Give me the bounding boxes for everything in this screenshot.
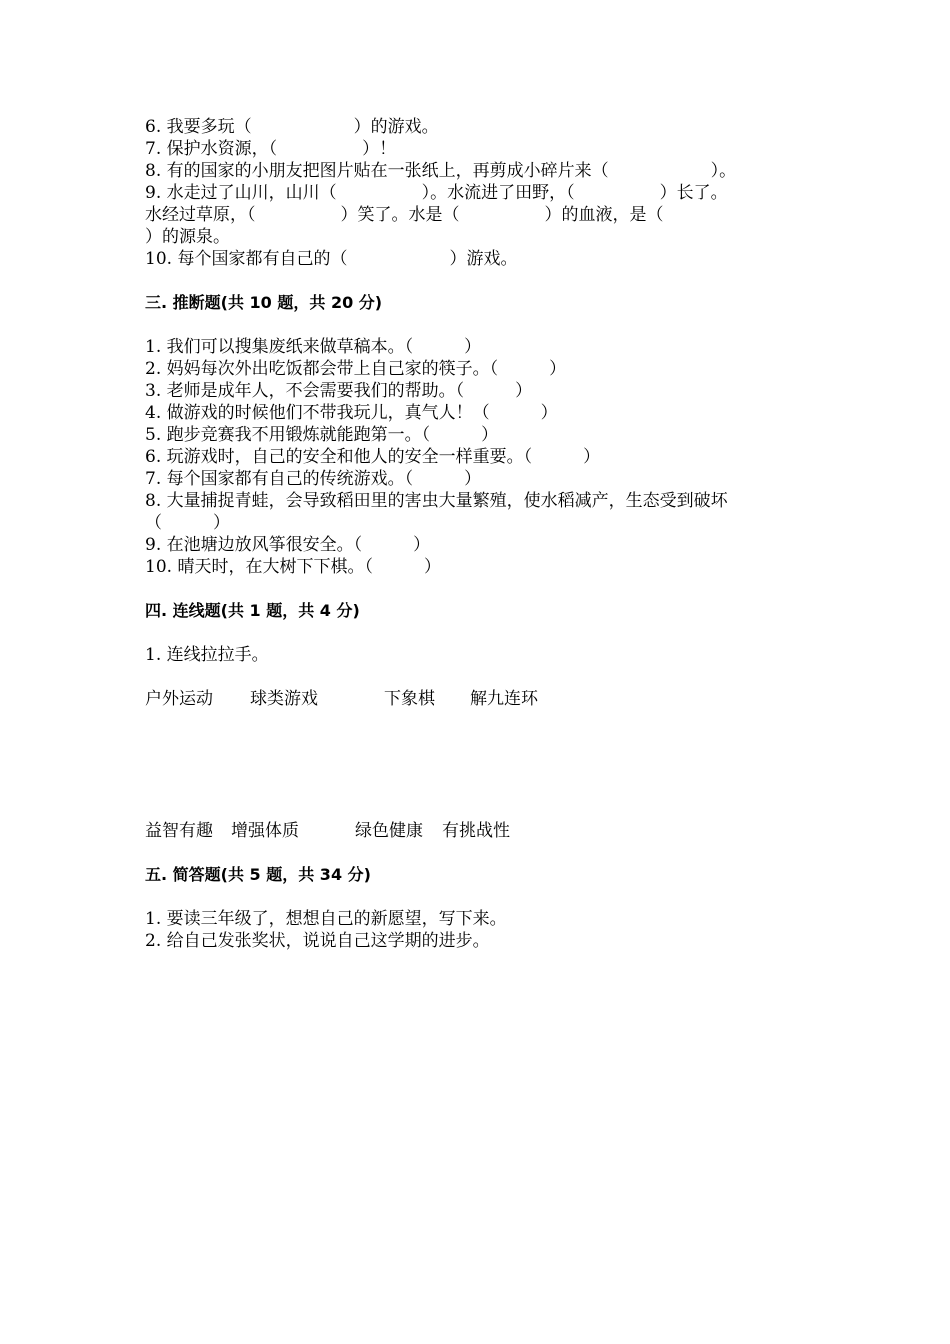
fill-question-8: 8. 有的国家的小朋友把图片贴在一张纸上，再剪成小碎片来（ ）。 xyxy=(145,161,737,181)
section-5-title: 五. 简答题(共 5 题，共 34 分) xyxy=(145,865,371,884)
judge-item: 6. 玩游戏时，自己的安全和他人的安全一样重要。（ ） xyxy=(145,447,601,467)
fill-question-6: 6. 我要多玩（ ）的游戏。 xyxy=(145,117,439,137)
match-bottom-term: 增强体质 xyxy=(231,821,299,841)
match-top-term: 下象棋 xyxy=(384,689,435,709)
judge-item: 2. 妈妈每次外出吃饭都会带上自己家的筷子。（ ） xyxy=(145,359,567,379)
judge-item: 3. 老师是成年人，不会需要我们的帮助。（ ） xyxy=(145,381,533,401)
judge-item-continuation: （ ） xyxy=(145,513,230,533)
fill-question-9-line-1: 9. 水走过了山川，山川（ ）。水流进了田野，（ ）长了。 xyxy=(145,183,728,203)
match-top-term: 解九连环 xyxy=(470,689,538,709)
section-4-title: 四. 连线题(共 1 题，共 4 分) xyxy=(145,601,360,620)
section-3-title: 三. 推断题(共 10 题，共 20 分) xyxy=(145,293,383,312)
judge-item: 9. 在池塘边放风筝很安全。（ ） xyxy=(145,535,431,555)
match-top-term: 球类游戏 xyxy=(250,689,318,709)
match-bottom-term: 益智有趣 xyxy=(145,821,213,841)
match-top-term: 户外运动 xyxy=(145,689,213,709)
short-answer-item: 1. 要读三年级了，想想自己的新愿望，写下来。 xyxy=(145,909,507,929)
matching-question: 1. 连线拉拉手。 xyxy=(145,645,269,665)
judge-item: 5. 跑步竞赛我不用锻炼就能跑第一。（ ） xyxy=(145,425,499,445)
judge-item: 4. 做游戏的时候他们不带我玩儿，真气人！（ ） xyxy=(145,403,558,423)
judge-item: 7. 每个国家都有自己的传统游戏。（ ） xyxy=(145,469,482,489)
match-bottom-term: 有挑战性 xyxy=(442,821,510,841)
fill-question-7: 7. 保护水资源，（ ）！ xyxy=(145,139,397,159)
fill-question-9-line-3: ）的源泉。 xyxy=(145,227,230,247)
fill-question-10: 10. 每个国家都有自己的（ ）游戏。 xyxy=(145,249,518,269)
match-bottom-term: 绿色健康 xyxy=(355,821,423,841)
fill-question-9-line-2: 水经过草原，（ ）笑了。水是（ ）的血液，是（ xyxy=(145,205,664,225)
judge-item: 10. 晴天时，在大树下下棋。（ ） xyxy=(145,557,441,577)
judge-item: 1. 我们可以搜集废纸来做草稿本。（ ） xyxy=(145,337,482,357)
judge-item: 8. 大量捕捉青蛙，会导致稻田里的害虫大量繁殖，使水稻减产，生态受到破坏 xyxy=(145,491,728,511)
short-answer-item: 2. 给自己发张奖状，说说自己这学期的进步。 xyxy=(145,931,490,951)
